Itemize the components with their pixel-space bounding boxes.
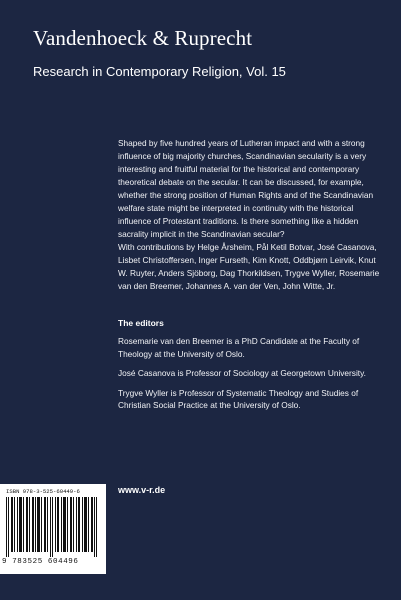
contributors-paragraph: With contributions by Helge Årsheim, Pål Ketil Botvar, José Casanova, Lisbet Christoffersen, Inger Furseth, Kim Knott, Oddbjørn Leirvik, Knut W. Ruyter, Anders Sjöborg, Dag Thorkildsen, Trygve Wyller, Rosemarie van den Breemer, Johannes A. van der Ven, John Witte, Jr.: [118, 242, 380, 291]
editor-bio: José Casanova is Professor of Sociology at Georgetown University.: [118, 368, 366, 378]
barcode-bars: [6, 497, 100, 557]
blurb: [118, 137, 380, 293]
isbn-label: ISBN 978-3-525-60449-6: [6, 488, 80, 495]
blurb-paragraph: Shaped by five hundred years of Lutheran impact and with a strong influence of big majority churches, Scandinavian secularity is a very interesting and fruitful material for the historical and contemporary theoretical debate on the secular. It can be discussed, for example, whether the strong position of Human Rights and of the Scandinavian welfare state might be interpreted in continuity with the historical influence of Protestant traditions. Is there something like a hidden sacrality implicit in the Scandinavian secular?: [118, 138, 374, 239]
editors-list: [118, 335, 380, 419]
barcode-digits: 9 783525 604496: [2, 558, 79, 566]
publisher-name: Vandenhoeck & Ruprecht: [33, 26, 253, 50]
barcode: [0, 484, 106, 574]
publisher-website[interactable]: www.v-r.de: [118, 485, 166, 495]
editors-heading: The editors: [118, 318, 164, 328]
series-title: Research in Contemporary Religion, Vol. 15: [33, 64, 286, 79]
editor-bio: Trygve Wyller is Professor of Systematic Theology and Studies of Christian Social Practice at the University of Oslo.: [118, 387, 359, 410]
editor-bio: Rosemarie van den Breemer is a PhD Candidate at the Faculty of Theology at the University of Oslo.: [118, 336, 360, 359]
